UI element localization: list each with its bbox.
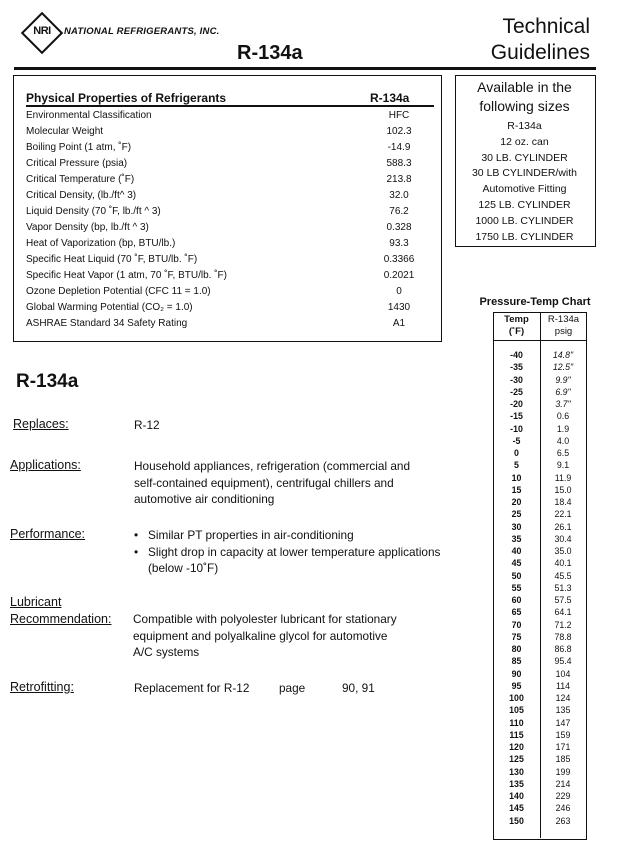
pt-chart-temp-header bbox=[493, 314, 540, 338]
pt-chart-temp: 75 bbox=[511, 631, 522, 642]
property-row bbox=[26, 171, 434, 187]
pt-chart-temp: 15 bbox=[511, 484, 522, 495]
pt-chart-row bbox=[493, 459, 586, 471]
company-logo-text: NRI bbox=[33, 25, 51, 37]
pt-chart-pressure: 30.4 bbox=[554, 533, 572, 544]
pt-chart-temp-header-line-1: Temp bbox=[504, 314, 529, 325]
pt-chart-pressure: 199 bbox=[555, 766, 571, 777]
property-value: 213.8 bbox=[386, 173, 412, 185]
property-value: 588.3 bbox=[386, 157, 412, 169]
lubricant-line: Compatible with polyolester lubricant for stationary bbox=[133, 612, 397, 626]
pt-chart-pressure: 18.4 bbox=[554, 497, 572, 508]
pt-chart-temp: 115 bbox=[509, 729, 524, 740]
property-row bbox=[26, 123, 434, 139]
property-value: 1430 bbox=[387, 302, 411, 314]
pt-chart-pressure: 57.5 bbox=[554, 595, 572, 606]
pt-chart-row bbox=[493, 594, 586, 606]
pt-chart-temp: 130 bbox=[509, 766, 524, 777]
pt-chart-temp: 90 bbox=[511, 668, 522, 679]
performance-label: Performance: bbox=[10, 527, 86, 541]
performance-bullet: • Similar PT properties in air-conditioning bbox=[134, 527, 440, 544]
properties-rows bbox=[26, 107, 434, 332]
applications-text bbox=[134, 458, 410, 508]
property-label: Liquid Density (70 ˚F, lb./ft ^ 3) bbox=[26, 205, 161, 217]
availability-item: 1000 LB. CYLINDER bbox=[475, 214, 574, 227]
property-label: Global Warming Potential (CO₂ = 1.0) bbox=[26, 302, 193, 314]
pt-chart-pressure: 78.8 bbox=[554, 631, 572, 642]
pt-chart-row bbox=[493, 496, 586, 508]
property-row bbox=[26, 267, 434, 283]
pt-chart-pressure: 95.4 bbox=[554, 656, 572, 667]
pt-chart-row bbox=[493, 766, 586, 778]
pt-chart-pressure: 40.1 bbox=[554, 558, 572, 569]
pt-chart-temp: -30 bbox=[510, 374, 523, 385]
property-label: Heat of Vaporization (bp, BTU/lb.) bbox=[26, 237, 176, 249]
performance-bullet: • Slight drop in capacity at lower temperature applications bbox=[134, 544, 440, 561]
pt-chart-temp: 10 bbox=[511, 472, 522, 483]
property-value: 0.328 bbox=[386, 221, 412, 233]
property-value: A1 bbox=[392, 318, 406, 330]
pt-chart-row bbox=[493, 815, 586, 827]
pt-chart-temp: 135 bbox=[509, 778, 524, 789]
pt-chart-temp: 30 bbox=[511, 521, 522, 532]
pt-chart-pressure: 14.8" bbox=[552, 350, 574, 361]
pt-chart-temp: 25 bbox=[511, 509, 522, 520]
pt-chart-temp: -20 bbox=[510, 399, 523, 410]
property-row bbox=[26, 203, 434, 219]
pt-chart-pressure: 26.1 bbox=[554, 521, 572, 532]
pt-chart-header-divider bbox=[493, 340, 586, 341]
pt-chart-temp: 0 bbox=[514, 448, 519, 459]
retrofitting-value: Replacement for R-12 bbox=[134, 681, 250, 695]
property-row bbox=[26, 155, 434, 171]
pt-chart-row bbox=[493, 472, 586, 484]
properties-heading-value: R-134a bbox=[370, 91, 410, 105]
pt-chart-pressure: 104 bbox=[555, 668, 571, 679]
performance-bullets bbox=[134, 527, 440, 560]
pt-chart-row bbox=[493, 533, 586, 545]
pt-chart-row bbox=[493, 386, 586, 398]
availability-title bbox=[455, 78, 594, 116]
pt-chart-pressure: 4.0 bbox=[556, 435, 570, 446]
property-label: Specific Heat Vapor (1 atm, 70 ˚F, BTU/lb. ˚F) bbox=[26, 269, 227, 281]
property-value: HFC bbox=[388, 109, 410, 121]
pt-chart-row bbox=[493, 349, 586, 361]
availability-item: Automotive Fitting bbox=[482, 183, 567, 196]
pt-chart-temp: -25 bbox=[510, 386, 523, 397]
pt-chart-row bbox=[493, 410, 586, 422]
property-value: 93.3 bbox=[389, 237, 409, 249]
property-label: Critical Temperature (˚F) bbox=[26, 173, 135, 185]
lubricant-line: equipment and polyalkaline glycol for automotive bbox=[133, 628, 388, 643]
pt-chart-row bbox=[493, 790, 586, 802]
pt-chart-pressure: 9.9" bbox=[555, 374, 571, 385]
pt-chart-row bbox=[493, 680, 586, 692]
pt-chart-row bbox=[493, 631, 586, 643]
pt-chart-temp: 45 bbox=[511, 558, 522, 569]
pt-chart-temp: 50 bbox=[511, 570, 522, 581]
pt-chart-pressure: 71.2 bbox=[554, 619, 572, 630]
property-value: 0 bbox=[396, 286, 402, 298]
pt-chart-rows bbox=[493, 349, 586, 827]
pt-chart-pressure: 1.9 bbox=[556, 423, 570, 434]
availability-item: 1750 LB. CYLINDER bbox=[475, 230, 574, 243]
product-title: R-134a bbox=[16, 371, 79, 392]
pt-chart-pressure: 64.1 bbox=[554, 607, 572, 618]
pt-chart-temp: 60 bbox=[511, 595, 522, 606]
pt-chart-temp: 65 bbox=[511, 607, 522, 618]
pt-chart-temp: 70 bbox=[511, 619, 522, 630]
pt-chart-temp: 35 bbox=[511, 533, 522, 544]
property-row bbox=[26, 235, 434, 251]
pt-chart-row bbox=[493, 361, 586, 373]
document-title-line-1: Technical bbox=[502, 15, 590, 38]
properties-heading: Physical Properties of Refrigerants bbox=[26, 91, 227, 105]
property-value: 76.2 bbox=[389, 205, 409, 217]
pt-chart-row bbox=[493, 802, 586, 814]
pt-chart-temp: 20 bbox=[511, 497, 522, 508]
applications-line: Household appliances, refrigeration (commercial and bbox=[134, 459, 411, 473]
pt-chart-row bbox=[493, 545, 586, 557]
property-value: 32.0 bbox=[389, 189, 409, 201]
pt-chart-row bbox=[493, 655, 586, 667]
pt-chart-pressure: 12.5" bbox=[552, 362, 574, 373]
pt-chart-temp: 105 bbox=[509, 705, 524, 716]
pt-chart-row bbox=[493, 619, 586, 631]
property-row bbox=[26, 219, 434, 235]
company-name: NATIONAL REFRIGERANTS, INC. bbox=[64, 26, 220, 37]
property-label: Vapor Density (bp, lb./ft ^ 3) bbox=[26, 221, 149, 233]
pt-chart-pressure-header-line-2: psig bbox=[554, 326, 573, 337]
document-title-line-2: Guidelines bbox=[490, 41, 590, 64]
property-row bbox=[26, 187, 434, 203]
pt-chart-pressure: 15.0 bbox=[554, 484, 572, 495]
availability-item: 30 LB. CYLINDER bbox=[481, 151, 568, 164]
pt-chart-temp: -15 bbox=[510, 411, 523, 422]
pt-chart-pressure: 135 bbox=[555, 705, 571, 716]
lubricant-label bbox=[10, 594, 111, 628]
header-product-name: R-134a bbox=[237, 42, 303, 64]
lubricant-label-line-1: Lubricant bbox=[10, 595, 62, 609]
replaces-label: Replaces: bbox=[13, 417, 69, 431]
pt-chart-temp: 40 bbox=[511, 546, 522, 557]
pt-chart-pressure-header bbox=[541, 314, 586, 338]
pt-chart-temp: 55 bbox=[511, 582, 522, 593]
pt-chart-pressure: 114 bbox=[555, 680, 571, 691]
pt-chart-temp: 145 bbox=[509, 803, 524, 814]
pt-chart-row bbox=[493, 778, 586, 790]
pt-chart-temp: 140 bbox=[509, 791, 524, 802]
pt-chart-row bbox=[493, 374, 586, 386]
property-row bbox=[26, 139, 434, 155]
pt-chart-pressure: 3.7" bbox=[555, 399, 571, 410]
property-value: -14.9 bbox=[387, 141, 411, 153]
pt-chart-row bbox=[493, 423, 586, 435]
availability-list bbox=[455, 119, 594, 245]
pt-chart-row bbox=[493, 717, 586, 729]
property-label: Environmental Classification bbox=[26, 109, 152, 121]
applications-label: Applications: bbox=[10, 458, 81, 472]
pt-chart-pressure: 185 bbox=[555, 754, 571, 765]
pt-chart-row bbox=[493, 508, 586, 520]
retrofitting-page-label: page bbox=[279, 681, 306, 695]
pt-chart-pressure: 6.5 bbox=[556, 448, 570, 459]
lubricant-text bbox=[133, 611, 397, 661]
property-row bbox=[26, 251, 434, 267]
pt-chart-temp: 80 bbox=[511, 644, 522, 655]
applications-line: self-contained equipment), centrifugal chillers and bbox=[134, 475, 394, 490]
property-label: Specific Heat Liquid (70 ˚F, BTU/lb. ˚F) bbox=[26, 253, 198, 265]
pt-chart-row bbox=[493, 521, 586, 533]
pt-chart-row bbox=[493, 741, 586, 753]
property-row bbox=[26, 107, 434, 123]
property-row bbox=[26, 316, 434, 332]
property-label: Critical Pressure (psia) bbox=[26, 157, 128, 169]
pt-chart-pressure-header-line-1: R-134a bbox=[547, 314, 580, 325]
property-label: Molecular Weight bbox=[26, 125, 104, 137]
pt-chart-row bbox=[493, 484, 586, 496]
pt-chart-pressure: 45.5 bbox=[554, 570, 572, 581]
pt-chart-pressure: 51.3 bbox=[554, 582, 572, 593]
property-value: 0.3366 bbox=[383, 253, 415, 265]
pt-chart-temp: -5 bbox=[512, 435, 521, 446]
pt-chart-row bbox=[493, 668, 586, 680]
availability-item: 30 LB CYLINDER/with bbox=[471, 167, 578, 180]
applications-line: automotive air conditioning bbox=[134, 492, 275, 506]
property-label: Ozone Depletion Potential (CFC 11 = 1.0) bbox=[26, 286, 211, 298]
property-row bbox=[26, 284, 434, 300]
pt-chart-pressure: 159 bbox=[555, 729, 571, 740]
pt-chart-row bbox=[493, 435, 586, 447]
pt-chart-pressure: 171 bbox=[555, 742, 571, 753]
pt-chart-row bbox=[493, 606, 586, 618]
pt-chart-row bbox=[493, 692, 586, 704]
property-label: Boiling Point (1 atm, ˚F) bbox=[26, 141, 132, 153]
pt-chart-row bbox=[493, 398, 586, 410]
replaces-value: R-12 bbox=[134, 418, 160, 432]
performance-text bbox=[134, 527, 440, 577]
availability-item: R-134a bbox=[507, 120, 542, 132]
pt-chart-pressure: 147 bbox=[555, 717, 571, 728]
property-value: 102.3 bbox=[386, 125, 412, 137]
lubricant-line: A/C systems bbox=[133, 645, 200, 659]
pt-chart-title: Pressure-Temp Chart bbox=[479, 296, 591, 308]
pt-chart-pressure: 9.1 bbox=[556, 460, 570, 471]
availability-title-line-2: following sizes bbox=[479, 98, 570, 114]
availability-title-line-1: Available in the bbox=[477, 79, 572, 95]
availability-item: 125 LB. CYLINDER bbox=[478, 198, 571, 211]
pt-chart-row bbox=[493, 447, 586, 459]
pt-chart-row bbox=[493, 753, 586, 765]
pt-chart-temp: 150 bbox=[509, 815, 524, 826]
pt-chart-temp: 85 bbox=[511, 656, 522, 667]
pt-chart-temp: 100 bbox=[509, 693, 524, 704]
pt-chart-temp: 110 bbox=[509, 717, 524, 728]
pt-chart-row bbox=[493, 557, 586, 569]
pt-chart-temp: -10 bbox=[510, 423, 523, 434]
pt-chart-temp: -35 bbox=[510, 362, 523, 373]
pt-chart-temp: 95 bbox=[511, 680, 522, 691]
performance-continuation: (below -10˚F) bbox=[148, 561, 219, 575]
pt-chart-pressure: 124 bbox=[555, 693, 571, 704]
pt-chart-pressure: 229 bbox=[555, 791, 571, 802]
property-label: ASHRAE Standard 34 Safety Rating bbox=[26, 318, 188, 330]
property-value: 0.2021 bbox=[383, 269, 415, 281]
pt-chart-pressure: 246 bbox=[555, 803, 571, 814]
property-label: Critical Density, (lb./ft^ 3) bbox=[26, 189, 137, 201]
document-title bbox=[440, 14, 590, 66]
availability-item: 12 oz. can bbox=[500, 135, 549, 148]
pt-chart-pressure: 263 bbox=[555, 815, 571, 826]
pt-chart-pressure: 86.8 bbox=[554, 644, 572, 655]
pt-chart-row bbox=[493, 729, 586, 741]
pt-chart-temp: 120 bbox=[509, 742, 524, 753]
pt-chart-pressure: 6.9" bbox=[555, 386, 571, 397]
pt-chart-temp: 125 bbox=[509, 754, 524, 765]
property-row bbox=[26, 300, 434, 316]
pt-chart-temp-header-line-2: (˚F) bbox=[508, 326, 525, 337]
pt-chart-row bbox=[493, 582, 586, 594]
pt-chart-pressure: 0.6 bbox=[556, 411, 570, 422]
pt-chart-row bbox=[493, 704, 586, 716]
pt-chart-temp: 5 bbox=[514, 460, 519, 471]
retrofitting-pages: 90, 91 bbox=[342, 681, 375, 695]
pt-chart-pressure: 35.0 bbox=[554, 546, 572, 557]
pt-chart-pressure: 22.1 bbox=[554, 509, 572, 520]
pt-chart-row bbox=[493, 643, 586, 655]
pt-chart-pressure: 214 bbox=[555, 778, 571, 789]
pt-chart-row bbox=[493, 570, 586, 582]
pt-chart-pressure: 11.9 bbox=[554, 472, 572, 483]
pt-chart-temp: -40 bbox=[510, 350, 523, 361]
retrofitting-label: Retrofitting: bbox=[10, 680, 74, 694]
lubricant-label-line-2: Recommendation: bbox=[10, 612, 112, 626]
header-divider bbox=[14, 67, 596, 70]
